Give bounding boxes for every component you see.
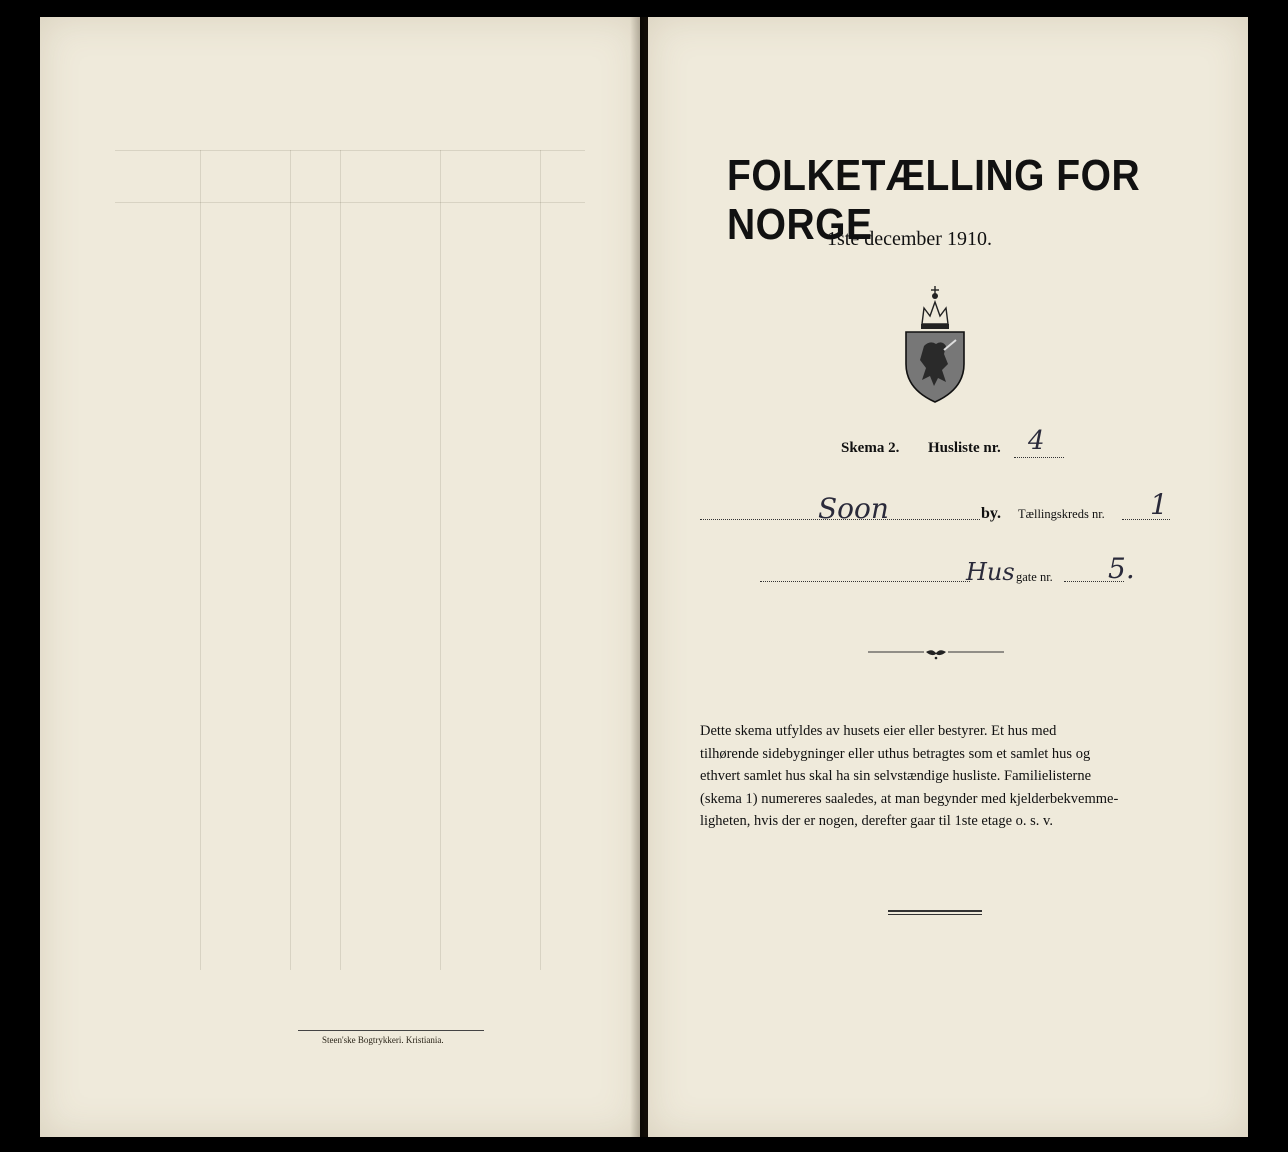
- paragraph-line: ligheten, hvis der er nogen, derefter gaar til 1ste etage o. s. v.: [700, 813, 1053, 829]
- ghost-table-rule: [200, 150, 201, 970]
- town-name[interactable]: Soon: [818, 492, 889, 525]
- left-page: [40, 17, 640, 1137]
- kreds-number[interactable]: 1: [1150, 488, 1168, 521]
- by-label: by.: [981, 505, 1002, 522]
- census-date: 1ste december 1910.: [827, 228, 992, 250]
- ghost-table-rule: [115, 202, 585, 203]
- paragraph-line: (skema 1) numereres saaledes, at man begynder med kjelderbekvemme-: [700, 790, 1119, 807]
- norwegian-coat-of-arms-icon: [900, 284, 970, 404]
- paragraph-line: ethvert samlet hus skal ha sin selvstændige husliste. Familielisterne: [700, 768, 1092, 784]
- husliste-label: Husliste nr.: [928, 440, 1001, 456]
- document-title: FOLKETÆLLING FOR NORGE: [727, 151, 1141, 250]
- husliste-number[interactable]: 4: [1028, 426, 1045, 456]
- ghost-table-rule: [540, 150, 541, 970]
- gate-number[interactable]: 5.: [1108, 552, 1135, 585]
- ghost-table-rule: [115, 150, 585, 151]
- ornament-divider-icon: [868, 648, 1004, 660]
- skema-label: Skema 2.: [841, 440, 900, 456]
- instruction-paragraph: [700, 720, 1172, 833]
- ghost-table-rule: [290, 150, 291, 970]
- kreds-label: Tællingskreds nr.: [1018, 507, 1105, 521]
- ghost-table-rule: [340, 150, 341, 970]
- street-name[interactable]: Hus: [966, 558, 1015, 586]
- gate-label: gate nr.: [1016, 570, 1053, 584]
- husliste-dotted-line: [1014, 456, 1064, 458]
- printer-imprint: Steen'ske Bogtrykkeri. Kristiania.: [322, 1035, 444, 1045]
- end-rule: [888, 914, 982, 915]
- paragraph-line: Dette skema utfyldes av husets eier eller bestyrer. Et hus med: [700, 723, 1057, 739]
- street-dotted-line: [760, 580, 970, 582]
- paragraph-line: tilhørende sidebygninger eller uthus betragtes som et samlet hus og: [700, 745, 1091, 762]
- printer-rule: [298, 1030, 484, 1031]
- ghost-table-rule: [440, 150, 441, 970]
- end-rule: [888, 910, 982, 912]
